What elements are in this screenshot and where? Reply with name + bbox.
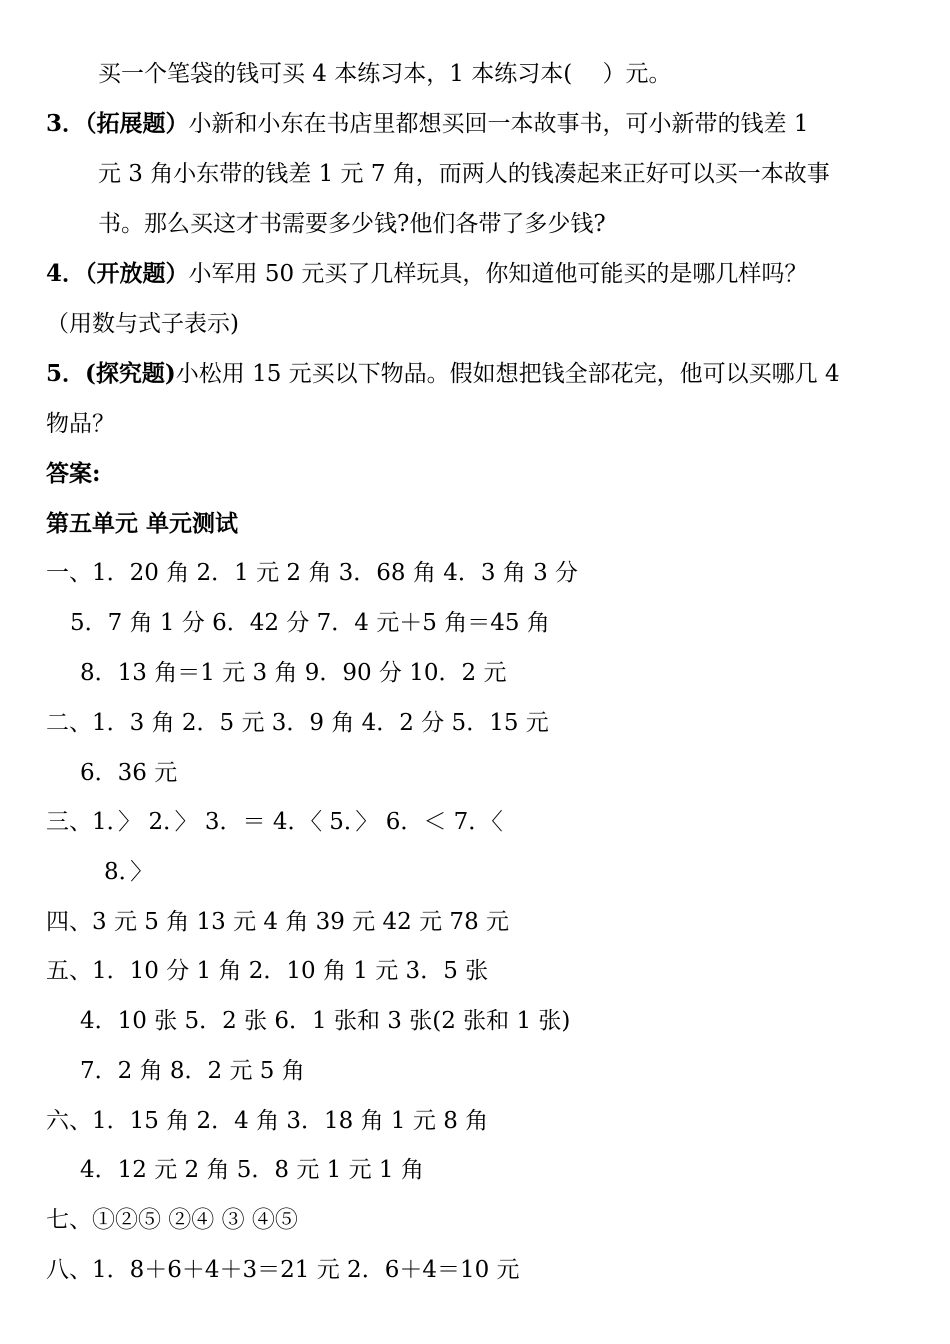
question-5-line-2: 物品？ [46, 411, 115, 437]
question-4-line-2: （用数与式子表示) [46, 311, 239, 337]
unit-title: 第五单元 单元测试 [46, 510, 239, 537]
answer-line: 8．13 角＝1 元 3 角 9．90 分 10．2 元 [80, 660, 507, 686]
question-4-number: 4． [46, 260, 86, 287]
question-2-continuation: 买一个笔袋的钱可买 4 本练习本，1 本练习本( ）元。 [98, 61, 672, 87]
answer-line: 八、1．8＋6＋4＋3＝21 元 2．6＋4＝10 元 [46, 1257, 520, 1283]
answer-line: 四、3 元 5 角 13 元 4 角 39 元 42 元 78 元 [46, 909, 510, 935]
question-5-text-1: 小松用 15 元买以下物品。假如想把钱全部花完，他可以买哪几 4 [175, 361, 840, 387]
answer-line: 三、1．〉 2．〉 3．＝ 4．〈 5．〉 6．＜ 7．〈 [46, 809, 503, 835]
answer-line: 七、①②⑤ ②④ ③ ④⑤ [46, 1207, 298, 1233]
answers-heading: 答案: [46, 460, 101, 487]
answer-line: 五、1．10 分 1 角 2．10 角 1 元 3．5 张 [46, 958, 489, 984]
answer-line: 7．2 角 8．2 元 5 角 [80, 1058, 305, 1084]
answer-line: 二、1．3 角 2．5 元 3．9 角 4．2 分 5．15 元 [46, 710, 549, 736]
question-3-tag: （拓展题） [85, 110, 189, 137]
question-4-line-1 [46, 259, 916, 289]
question-3-number: 3． [46, 110, 86, 137]
answer-line: 5．7 角 1 分 6．42 分 7．4 元＋5 角＝45 角 [70, 610, 550, 636]
question-5-number: 5． [46, 360, 86, 387]
question-3-line-2: 元 3 角小东带的钱差 1 元 7 角，而两人的钱凑起来正好可以买一本故事 [98, 161, 830, 187]
question-3-line-1 [46, 109, 916, 139]
answer-line: 8．〉 [104, 859, 154, 885]
answer-line: 一、1．20 角 2．1 元 2 角 3．68 角 4．3 角 3 分 [46, 560, 579, 586]
question-3-text-1: 小新和小东在书店里都想买回一本故事书，可小新带的钱差 1 [188, 111, 809, 137]
answer-line: 6．36 元 [80, 760, 178, 786]
question-4-text-1: 小军用 50 元买了几样玩具，你知道他可能买的是哪几样吗？ [188, 261, 808, 287]
question-4-tag: （开放题） [85, 260, 189, 287]
question-5-tag: (探究题) [85, 360, 176, 387]
answer-line: 4．10 张 5．2 张 6．1 张和 3 张(2 张和 1 张) [80, 1008, 571, 1034]
question-3-line-3: 书。那么买这才书需要多少钱?他们各带了多少钱? [98, 211, 606, 237]
answer-line: 4．12 元 2 角 5．8 元 1 元 1 角 [80, 1157, 424, 1183]
answer-line: 六、1．15 角 2．4 角 3．18 角 1 元 8 角 [46, 1108, 489, 1134]
question-5-line-1 [46, 359, 916, 389]
